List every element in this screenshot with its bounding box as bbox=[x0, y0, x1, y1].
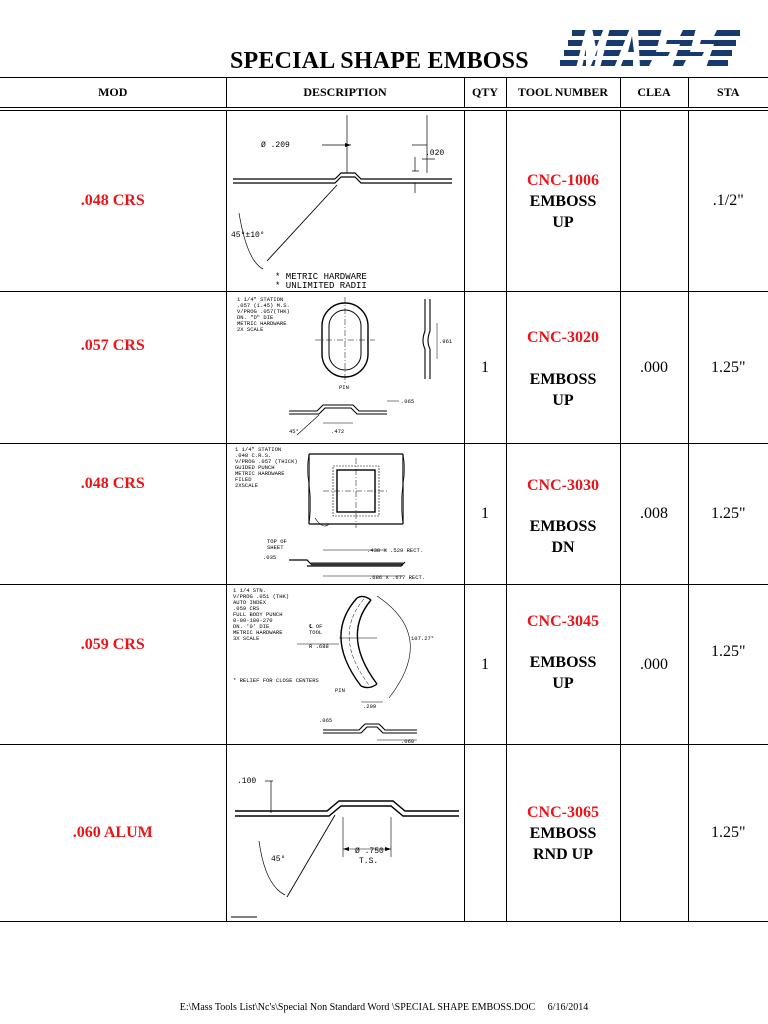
svg-text:AUTO INDEX: AUTO INDEX bbox=[232, 598, 266, 606]
header-mod: MOD bbox=[0, 78, 226, 110]
table-row bbox=[0, 292, 768, 444]
svg-text:SHEET: SHEET bbox=[266, 544, 284, 551]
svg-text:.686 X .677 RECT.: .686 X .677 RECT. bbox=[368, 574, 425, 581]
tool-number: CNC-3030 bbox=[527, 477, 599, 494]
qty-cell bbox=[464, 109, 506, 292]
svg-text:.438 X .529 RECT.: .438 X .529 RECT. bbox=[366, 547, 423, 554]
tool-number: CNC-3065 bbox=[527, 803, 599, 821]
svg-text:0-90-180-270: 0-90-180-270 bbox=[232, 616, 273, 624]
tool-number-cell bbox=[506, 109, 620, 292]
clea-cell bbox=[620, 109, 688, 292]
sta-cell: 1.25" bbox=[688, 292, 768, 444]
svg-text:45°: 45° bbox=[270, 855, 285, 864]
description-cell bbox=[226, 745, 464, 922]
svg-text:PIN: PIN bbox=[334, 686, 345, 694]
dim-angle: 45°±10° bbox=[230, 231, 265, 240]
svg-text:.060: .060 bbox=[400, 737, 414, 744]
svg-text:.209: .209 bbox=[362, 702, 376, 710]
svg-text:* RELIEF FOR CLOSE CENTERS: * RELIEF FOR CLOSE CENTERS bbox=[232, 676, 319, 684]
svg-text:METRIC HARDWARE: METRIC HARDWARE bbox=[232, 628, 283, 636]
header-tool-number: TOOL NUMBER bbox=[506, 78, 620, 110]
svg-text:TOOL: TOOL bbox=[308, 628, 322, 636]
mod-cell: .059 CRS bbox=[0, 585, 226, 745]
svg-text:.472: .472 bbox=[330, 427, 344, 435]
svg-text:2XSCALE: 2XSCALE bbox=[234, 482, 258, 489]
tool-number-cell bbox=[506, 444, 620, 585]
svg-text:T.S.: T.S. bbox=[358, 857, 378, 866]
svg-text:FULL BODY PUNCH: FULL BODY PUNCH bbox=[232, 610, 283, 618]
sta-cell: 1.25" bbox=[688, 585, 768, 745]
tool-number: CNC-1006 bbox=[527, 171, 599, 189]
svg-text:TOP OF: TOP OF bbox=[266, 538, 287, 545]
document-header bbox=[0, 0, 768, 78]
emboss-drawing bbox=[227, 111, 465, 291]
svg-text:2X SCALE: 2X SCALE bbox=[236, 325, 263, 333]
table-row bbox=[0, 109, 768, 292]
tool-number: CNC-3020 bbox=[527, 329, 599, 346]
header-sta: STA bbox=[688, 78, 768, 110]
table-header-row bbox=[0, 78, 768, 110]
svg-text:.035: .035 bbox=[262, 554, 276, 561]
tool-direction: DN bbox=[551, 539, 575, 556]
note-radii: * UNLIMITED RADII bbox=[274, 281, 367, 291]
clea-cell: .000 bbox=[620, 585, 688, 745]
drawing-notes bbox=[237, 296, 290, 333]
mod-cell: .057 CRS bbox=[0, 292, 226, 444]
mod-cell: .048 CRS bbox=[0, 109, 226, 292]
tool-table bbox=[0, 77, 768, 922]
svg-text:V/PROG .057 (THICK): V/PROG .057 (THICK) bbox=[234, 458, 298, 465]
svg-text:DN. "D" DIE: DN. "D" DIE bbox=[236, 313, 273, 321]
svg-text:Ø .750: Ø .750 bbox=[354, 847, 384, 856]
table-row bbox=[0, 444, 768, 585]
header-qty: QTY bbox=[464, 78, 506, 110]
table-row bbox=[0, 745, 768, 922]
svg-text:R .688: R .688 bbox=[308, 642, 329, 650]
oval-emboss-drawing bbox=[227, 293, 465, 443]
svg-text:1 1/4" STATION: 1 1/4" STATION bbox=[234, 446, 281, 453]
dim-diameter: Ø .209 bbox=[260, 141, 290, 150]
clea-cell: .000 bbox=[620, 292, 688, 444]
tool-description: EMBOSS bbox=[529, 192, 597, 210]
mass-logo bbox=[558, 26, 742, 76]
svg-text:3X SCALE: 3X SCALE bbox=[232, 634, 259, 642]
document-title: SPECIAL SHAPE EMBOSS bbox=[230, 48, 529, 74]
arc-emboss-drawing bbox=[227, 586, 465, 744]
tool-direction: RND UP bbox=[533, 845, 593, 863]
tool-direction: UP bbox=[552, 675, 574, 692]
qty-cell: 1 bbox=[464, 585, 506, 745]
footer-date: 6/16/2014 bbox=[547, 1002, 589, 1013]
footer-file-path: E:\Mass Tools List\Nc's\Special Non Standard Word \SPECIAL SHAPE EMBOSS.DOC bbox=[179, 1002, 536, 1013]
svg-text:45°: 45° bbox=[288, 427, 299, 435]
svg-text:1 1/4 STN.: 1 1/4 STN. bbox=[232, 586, 266, 594]
svg-text:DN. '0' DIE: DN. '0' DIE bbox=[232, 622, 269, 630]
qty-cell bbox=[464, 745, 506, 922]
svg-text:℄ OF: ℄ OF bbox=[308, 622, 322, 630]
note-metric: * METRIC HARDWARE bbox=[274, 272, 367, 282]
sta-cell: 1.25" bbox=[688, 745, 768, 922]
tool-direction: UP bbox=[552, 213, 574, 231]
tool-direction: UP bbox=[552, 392, 574, 409]
header-clea: CLEA bbox=[620, 78, 688, 110]
header-description: DESCRIPTION bbox=[226, 78, 464, 110]
svg-text:PIN: PIN bbox=[338, 383, 349, 391]
qty-cell: 1 bbox=[464, 444, 506, 585]
description-cell bbox=[226, 109, 464, 292]
svg-text:107.27°: 107.27° bbox=[410, 634, 434, 642]
svg-text:.065: .065 bbox=[318, 716, 332, 724]
tool-number-cell bbox=[506, 292, 620, 444]
mod-cell: .048 CRS bbox=[0, 444, 226, 585]
svg-text:.961: .961 bbox=[438, 337, 452, 345]
svg-text:FILED: FILED bbox=[234, 476, 252, 483]
qty-cell: 1 bbox=[464, 292, 506, 444]
tool-description: EMBOSS bbox=[529, 824, 597, 842]
rect-emboss-drawing bbox=[227, 444, 465, 584]
dim-height: .020 bbox=[424, 149, 444, 158]
svg-text:.065: .065 bbox=[400, 397, 414, 405]
svg-text:METRIC HARDWARE: METRIC HARDWARE bbox=[236, 319, 287, 327]
svg-text:METRIC HARDWARE: METRIC HARDWARE bbox=[234, 470, 285, 477]
svg-text:.048 C.R.S.: .048 C.R.S. bbox=[234, 452, 271, 459]
svg-text:.057 (1.45) M.S.: .057 (1.45) M.S. bbox=[236, 301, 290, 309]
round-emboss-drawing bbox=[227, 745, 465, 921]
svg-text:GUIDED PUNCH: GUIDED PUNCH bbox=[234, 464, 275, 471]
svg-text:V/PROG .051 (THK): V/PROG .051 (THK) bbox=[232, 592, 289, 600]
description-cell bbox=[226, 585, 464, 745]
svg-text:.059 CRS: .059 CRS bbox=[232, 604, 259, 612]
tool-description: EMBOSS bbox=[529, 518, 597, 535]
sta-cell: 1.25" bbox=[688, 444, 768, 585]
table-row bbox=[0, 585, 768, 745]
description-cell bbox=[226, 444, 464, 585]
tool-number-cell bbox=[506, 745, 620, 922]
svg-text:V/PROG .057(THK): V/PROG .057(THK) bbox=[236, 307, 290, 315]
tool-description: EMBOSS bbox=[529, 371, 597, 388]
tool-number-cell bbox=[506, 585, 620, 745]
clea-cell bbox=[620, 745, 688, 922]
description-cell bbox=[226, 292, 464, 444]
svg-text:.100: .100 bbox=[236, 777, 256, 786]
tool-description: EMBOSS bbox=[529, 654, 597, 671]
mod-cell: .060 ALUM bbox=[0, 745, 226, 922]
drawing-notes bbox=[233, 587, 289, 642]
document-footer bbox=[0, 1002, 768, 1013]
tool-number: CNC-3045 bbox=[527, 613, 599, 630]
svg-text:1 1/4" STATION: 1 1/4" STATION bbox=[236, 295, 283, 303]
drawing-notes bbox=[235, 446, 298, 489]
clea-cell: .008 bbox=[620, 444, 688, 585]
sta-cell: .1/2" bbox=[688, 109, 768, 292]
